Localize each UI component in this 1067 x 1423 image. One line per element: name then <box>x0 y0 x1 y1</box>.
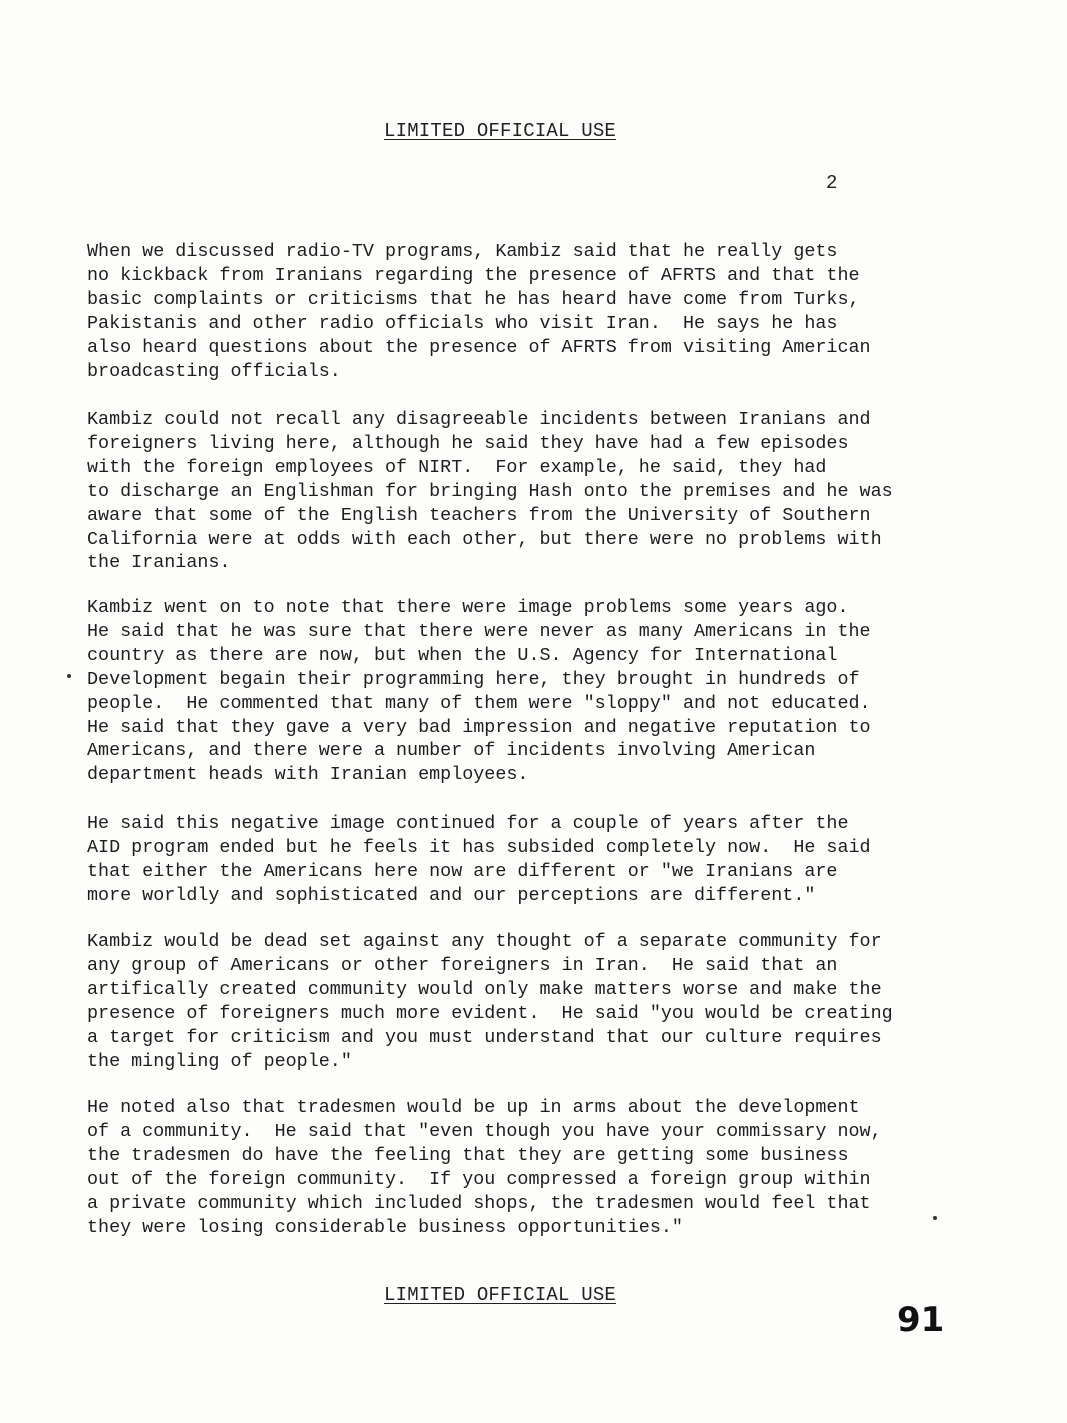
header-classification: LIMITED OFFICIAL USE <box>384 120 617 142</box>
stamped-page-number: 91 <box>897 1300 945 1340</box>
paragraph-incidents: Kambiz could not recall any disagreeable incidents between Iranians and foreigners living here, although he said they have had a few episodes with the foreign employees of NIRT. For example, he said, they had to discharge an Englishman for bringing Hash onto the premises and he was aware that some of the English teachers from the University of Southern California were at odds with each other, but there were no problems with the Iranians. <box>87 409 893 574</box>
paragraph-image-problems: Kambiz went on to note that there were image problems some years ago. He said that he was sure that there were never as many Americans in the country as there are now, but when the U.S. Agency for International Development begain their programming here, they brought in hundreds of people. He commented that many of them were "sloppy" and not educated. He said that they gave a very bad impression and negative reputation to Americans, and there were a number of incidents involving American department heads with Iranian employees. <box>87 597 871 786</box>
margin-mark <box>933 1216 937 1220</box>
margin-mark <box>67 674 71 678</box>
page-number: 2 <box>826 172 838 194</box>
footer-classification: LIMITED OFFICIAL USE <box>384 1284 617 1306</box>
paragraph-separate-community: Kambiz would be dead set against any thought of a separate community for any group of Americans or other foreigners in Iran. He said that an artifically created community would only make matters worse and make the presence of foreigners much more evident. He said "you would be creating a target for criticism and you must understand that our culture requires the mingling of people." <box>87 931 893 1072</box>
paragraph-radio-tv: When we discussed radio-TV programs, Kambiz said that he really gets no kickback from Iranians regarding the presence of AFRTS and that the basic complaints or criticisms that he has heard have come from Turks, Pakistanis and other radio officials who visit Iran. He says he has also heard questions about the presence of AFRTS from visiting American broadcasting officials. <box>87 241 871 382</box>
paragraph-tradesmen: He noted also that tradesmen would be up in arms about the development of a community. He said that "even though you have your commissary now, the tradesmen do have the feeling that they are getting some business out of the foreign community. If you compressed a foreign group within a private community which included shops, the tradesmen would feel that they were losing considerable business opportunities." <box>87 1097 882 1238</box>
paragraph-negative-image: He said this negative image continued for a couple of years after the AID program ended but he feels it has subsided completely now. He said that either the Americans here now are different or "we Iranians are more worldly and sophisticated and our perceptions are different." <box>87 813 871 906</box>
